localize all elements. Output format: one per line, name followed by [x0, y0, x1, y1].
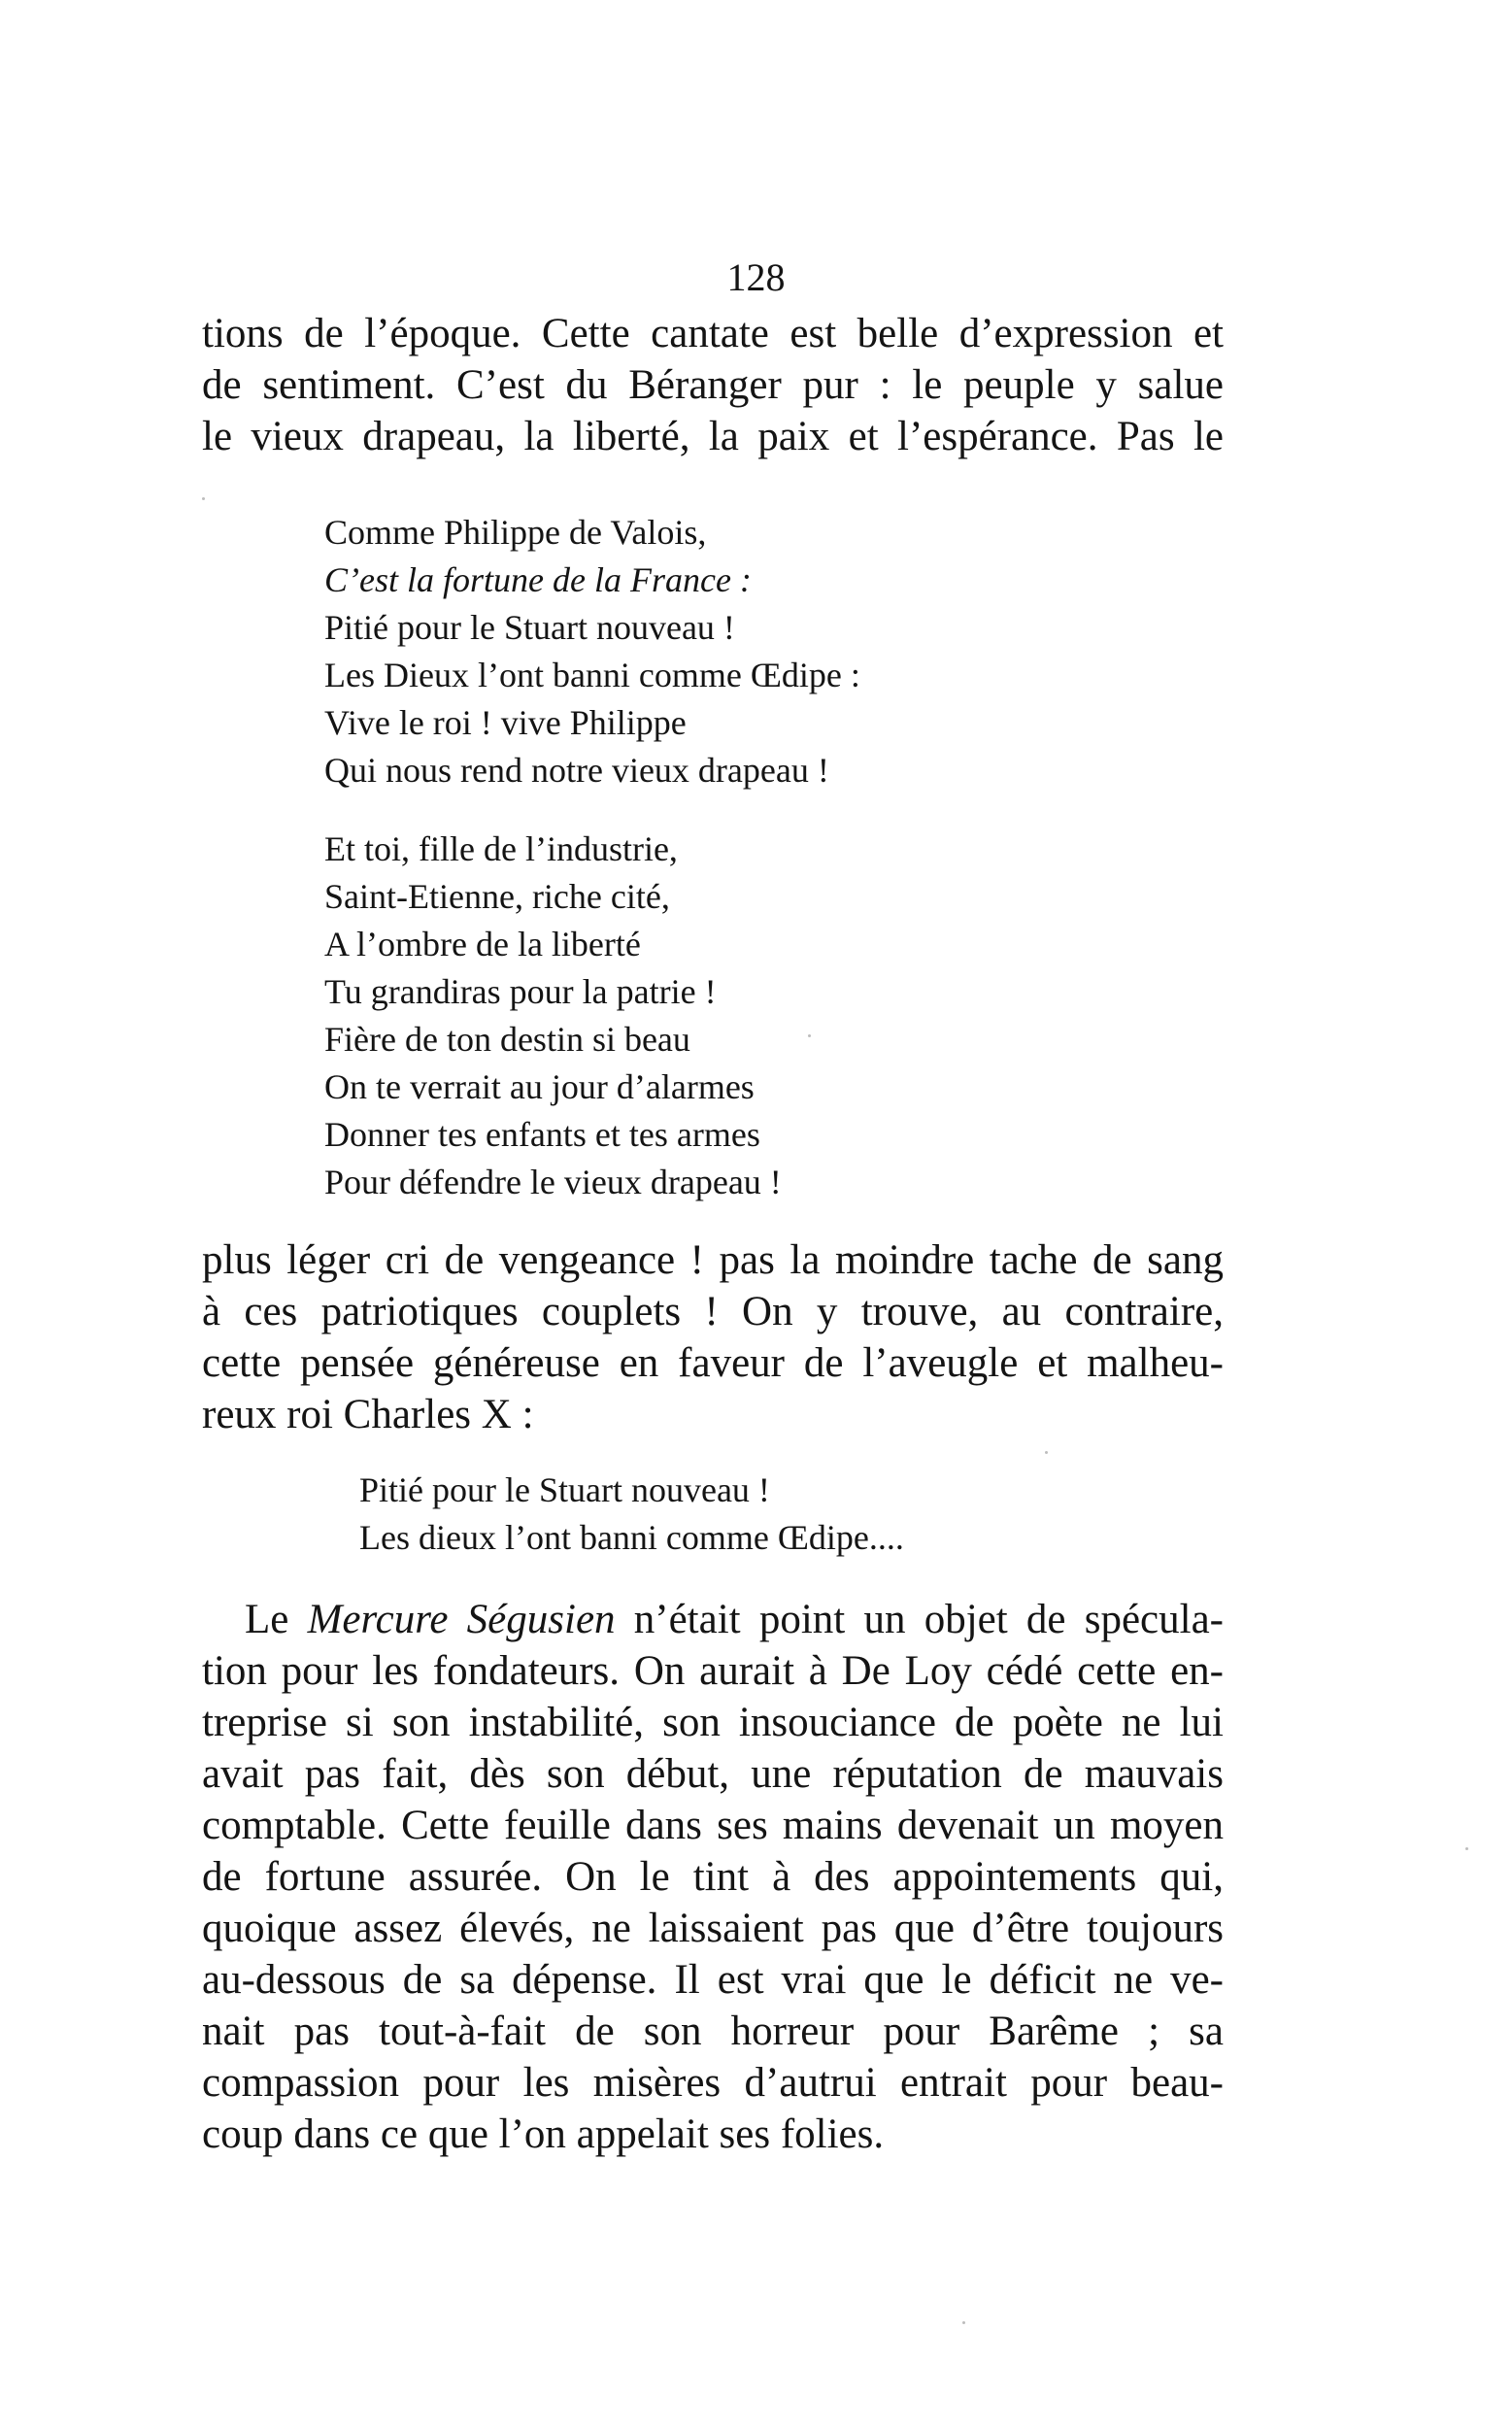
- text-line: reux roi Charles X :: [202, 1392, 534, 1437]
- text-line: comptable. Cette feuille dans ses mains devenait un moyen: [202, 1803, 1224, 1848]
- verse-stanza-1: [324, 509, 860, 794]
- text-line: compassion pour les misères d’autrui entrait pour beau-: [202, 2060, 1224, 2106]
- verse-line: Et toi, fille de l’industrie,: [324, 829, 678, 868]
- verse-line: A l’ombre de la liberté: [324, 925, 641, 963]
- verse-line: Pour défendre le vieux drapeau !: [324, 1163, 782, 1201]
- paragraph-2: [202, 1234, 1224, 1440]
- text-line: tions de l’époque. Cette cantate est belle d’expression et: [202, 311, 1224, 356]
- verse-line: Tu grandiras pour la patrie !: [324, 972, 717, 1011]
- page-number: 128: [726, 255, 786, 299]
- text-line: quoique assez élevés, ne laissaient pas que d’être toujours: [202, 1906, 1224, 1951]
- text-line: coup dans ce que l’on appelait ses folies.: [202, 2111, 885, 2157]
- verse-line: Saint-Etienne, riche cité,: [324, 877, 670, 916]
- paragraph-3: [202, 1594, 1224, 2160]
- verse-line: Pitié pour le Stuart nouveau !: [359, 1470, 770, 1509]
- text-line: au-dessous de sa dépense. Il est vrai que le déficit ne ve-: [202, 1957, 1224, 2003]
- text-line: de sentiment. C’est du Béranger pur : le peuple y salue: [202, 362, 1224, 408]
- verse-line: Qui nous rend notre vieux drapeau !: [324, 751, 829, 790]
- verse-line: Donner tes enfants et tes armes: [324, 1115, 760, 1154]
- verse-line: Fière de ton destin si beau: [324, 1020, 690, 1059]
- text-line: nait pas tout-à-fait de son horreur pour Barême ; sa: [202, 2009, 1224, 2054]
- verse-line: On te verrait au jour d’alarmes: [324, 1067, 755, 1106]
- scan-speck: [808, 1034, 811, 1037]
- verse-quote-2: [359, 1467, 904, 1562]
- verse-line: Comme Philippe de Valois,: [324, 513, 707, 552]
- verse-stanza-2: [324, 826, 782, 1206]
- verse-line: C’est la fortune de la France :: [324, 560, 752, 599]
- verse-line: Vive le roi ! vive Philippe: [324, 703, 687, 742]
- periodical-title: Mercure Ségusien: [307, 1597, 616, 1642]
- verse-line: Pitié pour le Stuart nouveau !: [324, 608, 735, 647]
- text-line: de fortune assurée. On le tint à des appointements qui,: [202, 1854, 1224, 1900]
- first-word: Le: [245, 1597, 289, 1642]
- scan-speck: [1465, 1847, 1468, 1850]
- text-line: treprise si son instabilité, son insouciance de poète ne lui: [202, 1700, 1224, 1745]
- text-line: cette pensée généreuse en faveur de l’aveugle et malheu-: [202, 1340, 1224, 1386]
- text-line: plus léger cri de vengeance ! pas la moindre tache de sang: [202, 1237, 1224, 1283]
- scan-speck: [962, 2321, 965, 2324]
- text-line: avait pas fait, dès son début, une réputation de mauvais: [202, 1751, 1224, 1797]
- text-line: le vieux drapeau, la liberté, la paix et l’espérance. Pas le: [202, 414, 1224, 459]
- scan-speck: [1045, 1451, 1048, 1454]
- text-line: à ces patriotiques couplets ! On y trouve, au contraire,: [202, 1289, 1224, 1334]
- first-line-rest: n’était point un objet de spécula-: [633, 1597, 1224, 1642]
- verse-line: Les dieux l’ont banni comme Œdipe....: [359, 1518, 904, 1557]
- text-line: tion pour les fondateurs. On aurait à De Loy cédé cette en-: [202, 1648, 1224, 1694]
- scan-speck: [202, 497, 205, 500]
- text-line-first: [202, 1594, 1224, 1645]
- verse-line: Les Dieux l’ont banni comme Œdipe :: [324, 656, 860, 694]
- paragraph-1: [202, 308, 1224, 462]
